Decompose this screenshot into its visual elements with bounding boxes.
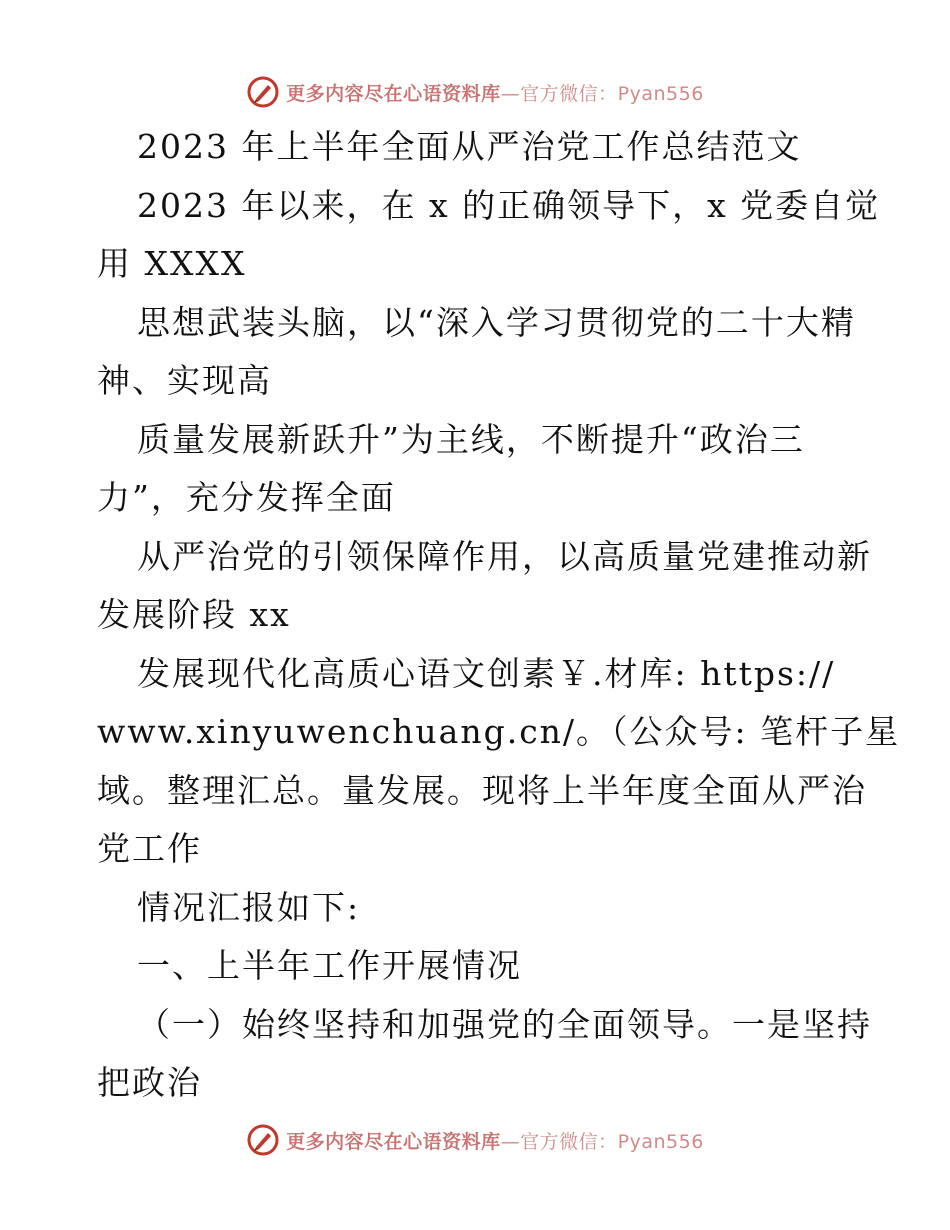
- paragraph-line: www.xinyuwenchuang.cn/。（公众号: 笔杆子星: [97, 712, 901, 751]
- paragraph-line: 党工作: [97, 829, 202, 868]
- document-title: 2023 年上半年全面从严治党工作总结范文: [137, 127, 802, 166]
- paragraph-line: 发展现代化高质心语文创素￥.材库: https://: [137, 653, 836, 693]
- paragraph-line: 情况汇报如下:: [137, 887, 361, 927]
- footer-banner-wechat: 官方微信：Pyan556: [520, 1130, 704, 1153]
- pen-logo-icon: [246, 1123, 280, 1157]
- paragraph-line: 力”，充分发挥全面: [97, 478, 396, 517]
- footer-banner: [0, 1120, 950, 1160]
- paragraph-line: 神、实现高: [97, 361, 272, 400]
- paragraph-line: 2023 年以来，在 x 的正确领导下，x 党委自觉: [137, 185, 881, 225]
- header-banner-text: [286, 79, 704, 106]
- header-banner-wechat: 官方微信：Pyan556: [520, 82, 704, 105]
- paragraph-line: 发展阶段 xx: [97, 595, 291, 634]
- paragraph-line: （一）始终坚持和加强党的全面领导。一是坚持: [137, 1004, 872, 1044]
- document-body: [97, 118, 901, 1113]
- paragraph-line: 域。整理汇总。量发展。现将上半年度全面从严治: [97, 770, 867, 810]
- footer-banner-sep: —: [500, 1130, 521, 1153]
- paragraph-line: 用 XXXX: [97, 244, 247, 283]
- paragraph-line: 从严治党的引领保障作用，以高质量党建推动新: [137, 536, 872, 576]
- header-banner-sep: —: [500, 82, 521, 105]
- header-banner: [0, 72, 950, 112]
- footer-banner-main: 更多内容尽在心语资料库: [286, 1130, 501, 1153]
- paragraph-line: 思想武装头脑，以“深入学习贯彻党的二十大精: [137, 302, 856, 342]
- footer-banner-text: [286, 1127, 704, 1154]
- section-heading: 一、上半年工作开展情况: [137, 946, 522, 985]
- paragraph-line: 质量发展新跃升”为主线，不断提升“政治三: [137, 419, 805, 459]
- header-banner-main: 更多内容尽在心语资料库: [286, 82, 501, 105]
- paragraph-line: 把政治: [97, 1063, 202, 1102]
- pen-logo-icon: [246, 75, 280, 109]
